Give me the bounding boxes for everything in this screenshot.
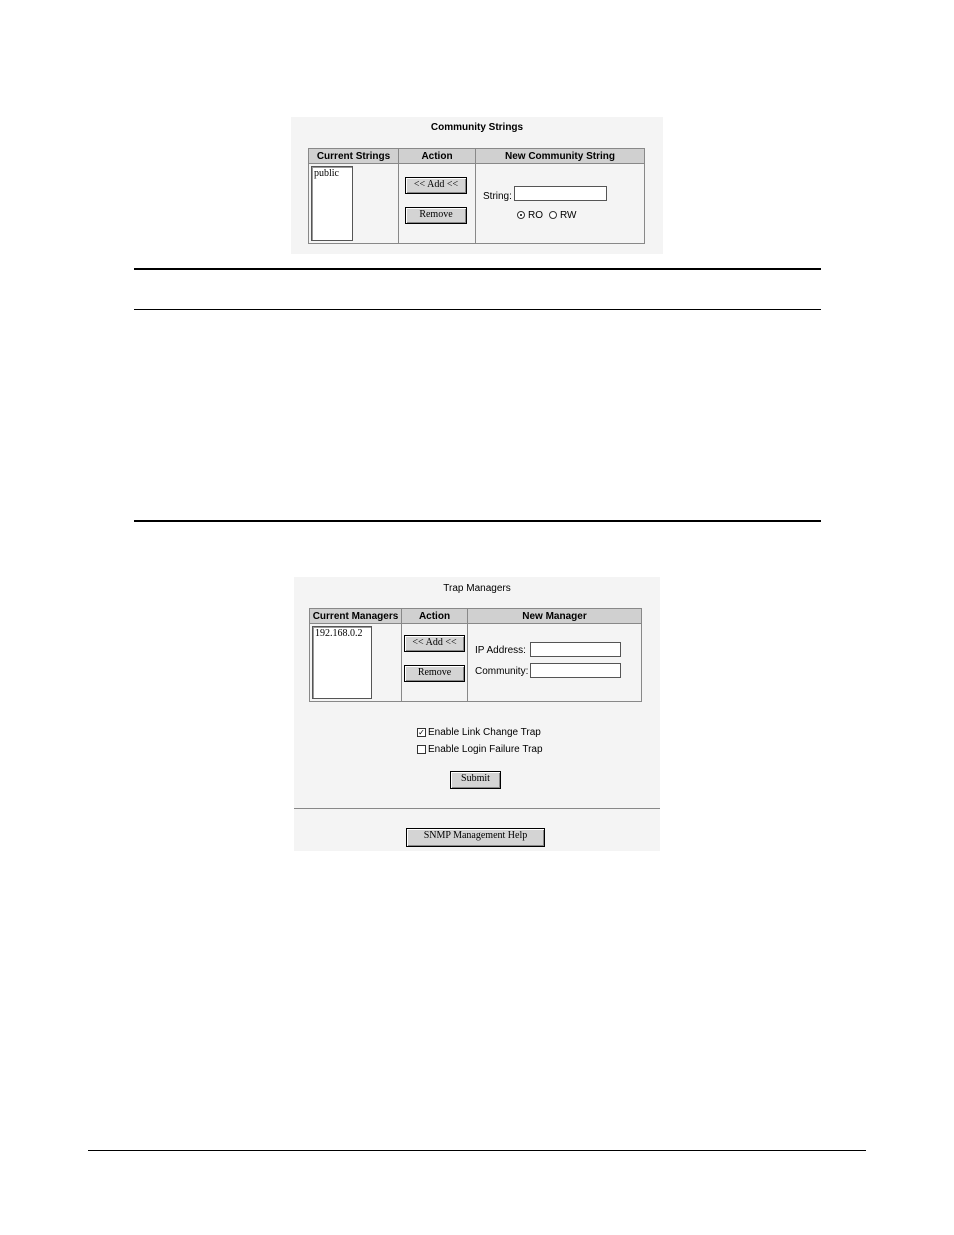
current-managers-cell <box>310 624 402 702</box>
link-change-trap-label: Enable Link Change Trap <box>428 727 541 738</box>
section-rule-bottom <box>134 520 821 522</box>
new-community-string-header: New Community String <box>476 149 645 164</box>
action-cell <box>399 164 476 244</box>
new-manager-header: New Manager <box>468 609 642 624</box>
community-strings-title: Community Strings <box>430 122 524 133</box>
current-strings-listbox[interactable] <box>311 166 353 241</box>
community-strings-panel <box>291 117 663 254</box>
trap-managers-panel <box>294 577 660 851</box>
current-strings-header: Current Strings <box>309 149 399 164</box>
current-managers-header: Current Managers <box>310 609 402 624</box>
rw-label: RW <box>560 210 577 221</box>
ro-radio[interactable] <box>517 211 525 219</box>
action-header: Action <box>402 609 468 624</box>
list-item[interactable]: 192.168.0.2 <box>315 628 363 639</box>
remove-community-button[interactable]: Remove <box>405 207 467 224</box>
new-community-string-cell <box>476 164 645 244</box>
current-managers-listbox[interactable] <box>312 626 372 699</box>
login-failure-trap-checkbox[interactable] <box>417 745 426 754</box>
ip-address-label: IP Address: <box>475 645 526 656</box>
add-manager-button[interactable]: << Add << <box>404 635 465 652</box>
community-strings-table <box>308 148 645 244</box>
string-input[interactable] <box>514 186 607 201</box>
community-label: Community: <box>475 666 529 677</box>
action-header: Action <box>399 149 476 164</box>
remove-manager-button[interactable]: Remove <box>404 665 465 682</box>
new-manager-cell <box>468 624 642 702</box>
current-strings-cell <box>309 164 399 244</box>
community-input[interactable] <box>530 663 621 678</box>
string-label: String: <box>483 191 512 202</box>
trap-managers-title: Trap Managers <box>443 583 511 594</box>
footer-rule <box>88 1150 866 1151</box>
rw-radio[interactable] <box>549 211 557 219</box>
action-cell <box>402 624 468 702</box>
list-item[interactable]: public <box>314 168 339 179</box>
panel-divider <box>294 808 660 809</box>
login-failure-trap-label: Enable Login Failure Trap <box>428 744 543 755</box>
section-rule-top <box>134 268 821 270</box>
section-rule-middle <box>134 309 821 310</box>
submit-button[interactable]: Submit <box>450 771 501 789</box>
ip-address-input[interactable] <box>530 642 621 657</box>
link-change-trap-checkbox[interactable]: ✓ <box>418 728 425 737</box>
add-community-button[interactable]: << Add << <box>405 177 467 194</box>
trap-managers-table <box>309 608 642 702</box>
snmp-help-button[interactable]: SNMP Management Help <box>406 828 545 847</box>
ro-label: RO <box>528 210 543 221</box>
